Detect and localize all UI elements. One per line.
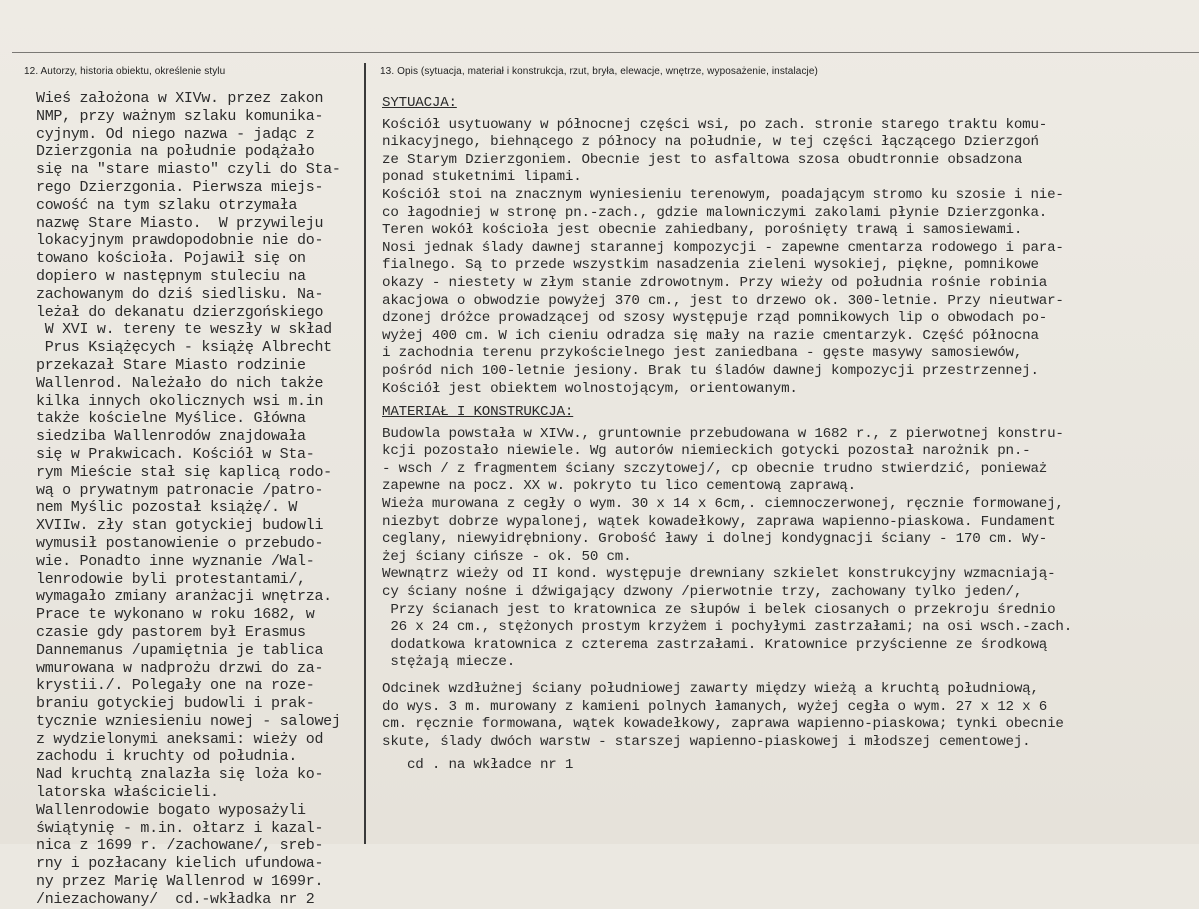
history-line: wą o prywatnym patronacie /patro- — [36, 481, 324, 499]
situation-line: nikacyjnego, biehnącego z północy na południe, w tej części łączącego Dzierzgoń — [382, 134, 1039, 151]
history-line: dopiero w następnym stuleciu na — [36, 267, 306, 285]
material-line: zapewne na pocz. XX w. pokryto tu lico cementową zaprawą. — [382, 478, 856, 495]
situation-line: ze Starym Dzierzgoniem. Obecnie jest to asfaltowa szosa obudtronnie obsadzona — [382, 151, 1023, 168]
situation-line: ponad stuketnimi lipami. — [382, 169, 582, 186]
section-12-header: 12. Autorzy, historia obiektu, określenie stylu — [24, 66, 226, 77]
situation-line: i zachodnia terenu przykościelnego jest zaniedbana - gęste masywy samosiewów, — [382, 345, 1023, 362]
situation-line: Kościół usytuowany w północnej części wsi, po zach. stronie starego traktu komu- — [382, 116, 1048, 133]
material-line: Odcinek wzdłużnej ściany południowej zawarty między wieżą a kruchtą południową, — [382, 681, 1039, 697]
material-line: ceglany, niewyidrębniony. Grobość ławy i dolnej kondygnacji ściany - 170 cm. Wy- — [382, 531, 1048, 548]
material-line: skute, ślady dwóch warstw - starszej wapienno-piaskowej i młodszej cementowej. — [382, 733, 1031, 750]
material-title: MATERIAŁ I KONSTRUKCJA: — [382, 404, 574, 421]
situation-line: akacjowa o obwodzie powyżej 370 cm., jest to drzewo ok. 300-letnie. Przy nieutwar- — [382, 292, 1064, 309]
history-line: kilka innych okolicznych wsi m.in — [36, 392, 324, 410]
history-line: świątynię - m.in. ołtarz i kazal- — [36, 819, 324, 837]
situation-title: SYTUACJA: — [382, 95, 457, 111]
material-text-2 — [382, 681, 1197, 751]
situation-line: pośród nich 100-letnie jesiony. Brak tu śladów dawnej kompozycji przestrzennej. — [382, 362, 1039, 379]
situation-line: fialnego. Są to przede wszystkim nasadzenia zieleni wysokiej, piękne, pomnikowe — [382, 257, 1039, 274]
material-text-1 — [382, 426, 1197, 672]
history-line: braniu gotyckiej budowli i prak- — [36, 695, 315, 713]
material-line: - wsch / z fragmentem ściany szczytowej/, cp obecnie trudno stwierdzić, ponieważ — [382, 460, 1048, 477]
material-line: niezbyt dobrze wypalonej, wątek kowadełkowy, zaprawa wapienno-piaskowa. Fundament — [382, 513, 1056, 530]
situation-line: wyżej 400 cm. W ich cieniu odradza się mały na razie cmentarzyk. Część północna — [382, 327, 1039, 344]
history-line: wmurowana w nadprożu drzwi do za- — [36, 659, 324, 677]
history-line: krystii./. Polegały one na roze- — [36, 677, 315, 695]
continuation-note: cd . na wkładce nr 1 — [382, 757, 574, 774]
situation-text — [382, 117, 1197, 399]
history-line: cyjnym. Od niego nazwa - jadąc z — [36, 125, 315, 143]
material-line: Budowla powstała w XIVw., gruntownie przebudowana w 1682 r., z pierwotnej konstru- — [382, 425, 1064, 442]
situation-line: co łagodniej w stronę pn.-zach., gdzie malowniczymi zakolami płynie Dzierzgonka. — [382, 204, 1048, 221]
history-line: Wallenrodowie bogato wyposażyli — [36, 801, 306, 819]
history-line: Wallenrod. Należało do nich także — [36, 374, 324, 392]
history-line: wymusił postanowienie o przebudo- — [36, 534, 324, 552]
history-line: także kościelne Myślice. Główna — [36, 410, 306, 428]
history-line: rego Dzierzgonia. Pierwsza miejs- — [36, 178, 324, 196]
situation-line: Nosi jednak ślady dawnej starannej kompozycji - zapewne cmentarza rodowego i para- — [382, 239, 1064, 256]
history-line: NMP, przy ważnym szlaku komunika- — [36, 107, 324, 125]
history-line: W XVI w. tereny te weszły w skład — [36, 321, 332, 339]
history-line: zachodu i kruchty od południa. — [36, 748, 298, 766]
history-line: Nad kruchtą znalazła się loża ko- — [36, 766, 324, 784]
top-rule — [12, 52, 1199, 53]
material-line: cm. ręcznie formowana, wątek kowadełkowy, zaprawa wapienno-piaskowa; tynki obecnie — [382, 716, 1064, 733]
material-line: Przy ścianach jest to kratownica ze słupów i belek ciosanych o przekroju średnio — [382, 601, 1056, 618]
history-line: Dzierzgonia na południe podążało — [36, 143, 315, 161]
history-line: czasie gdy pastorem był Erasmus — [36, 623, 306, 641]
situation-line: Teren wokół kościoła jest obecnie zahiedbany, porośnięty trawą i samosiewami. — [382, 222, 1023, 239]
history-line: nazwę Stare Miasto. W przywileju — [36, 214, 324, 232]
situation-line: Kościół jest obiektem wolnostojącym, orientowanym. — [382, 380, 798, 397]
history-line: Wieś założona w XIVw. przez zakon — [36, 90, 324, 107]
history-line: leżał do dekanatu dzierzgońskiego — [36, 303, 324, 321]
material-line: Wewnątrz wieży od II kond. występuje drewniany szkielet konstrukcyjny wzmacniają- — [382, 566, 1056, 583]
history-line: nem Myślic pozostał książę/. W — [36, 499, 298, 517]
history-line: wie. Ponadto inne wyznanie /Wal- — [36, 552, 315, 570]
history-line: cowość na tym szlaku otrzymała — [36, 196, 298, 214]
history-line: przekazał Stare Miasto rodzinie — [36, 356, 306, 374]
history-line: towano kościoła. Pojawił się on — [36, 250, 306, 268]
history-line: rym Mieście stał się kaplicą rodo- — [36, 463, 332, 481]
history-line: latorska właścicieli. — [36, 784, 219, 802]
situation-line: dzonej dróżce prowadzącej od szosy występuje rząd pomnikowych lip o obwodach po- — [382, 310, 1048, 327]
history-line: się na "stare miasto" czyli do Sta- — [36, 161, 341, 179]
history-line: ny przez Marię Wallenrod w 1699r. — [36, 873, 324, 891]
history-line: lokacyjnym prawdopodobnie nie do- — [36, 232, 324, 250]
section-13-header: 13. Opis (sytuacja, materiał i konstrukcja, rzut, bryła, elewacje, wnętrze, wyposażenie, instalacje) — [380, 66, 818, 77]
description-column — [382, 95, 1197, 775]
history-line: siedziba Wallenrodów znajdowała — [36, 428, 306, 446]
history-line: Prus Książęcych - książę Albrecht — [36, 339, 332, 357]
history-line: XVIIw. zły stan gotyckiej budowli — [36, 517, 324, 535]
history-line: się w Prakwicach. Kościół w Sta- — [36, 445, 315, 463]
history-line: Dannemanus /upamiętnia je tablica — [36, 641, 324, 659]
history-line: z wydzielonymi aneksami: wieży od — [36, 730, 324, 748]
history-line: Prace te wykonano w roku 1682, w — [36, 606, 315, 624]
situation-line: okazy - niestety w złym stanie zdrowotnym. Przy wieży od południa rośnie robinia — [382, 274, 1048, 291]
history-line: /niezachowany/ cd.-wkładka nr 2 — [36, 890, 315, 908]
history-line: wymagało zmiany aranżacji wnętrza. — [36, 588, 332, 606]
history-line: tycznie wzniesieniu nowej - salowej — [36, 712, 341, 730]
history-line: nica z 1699 r. /zachowane/, sreb- — [36, 837, 324, 855]
situation-line: Kościół stoi na znacznym wyniesieniu terenowym, poadającym stromo ku szosie i nie- — [382, 186, 1064, 203]
history-line: rny i pozłacany kielich ufundowa- — [36, 855, 324, 873]
material-line: 26 x 24 cm., stężonych prostym krzyżem i pochyłymi zastrzałami; na osi wsch.-zach. — [382, 619, 1073, 636]
material-line: żej ściany cińsze - ok. 50 cm. — [382, 548, 632, 565]
history-column — [36, 90, 366, 909]
material-line: kcji pozostało niewiele. Wg autorów niemieckich gotycki pozostał narożnik pn.- — [382, 443, 1031, 460]
material-line: do wys. 3 m. murowany z kamieni polnych łamanych, wyżej cegła o wym. 27 x 12 x 6 — [382, 698, 1048, 715]
history-line: lenrodowie byli protestantami/, — [36, 570, 306, 588]
material-line: Wieża murowana z cegły o wym. 30 x 14 x 6cm,. ciemnoczerwonej, ręcznie formowanej, — [382, 496, 1064, 513]
material-line: stężają miecze. — [382, 654, 516, 671]
material-line: cy ściany nośne i dźwigający dzwony /pierwotnie trzy, zachowany tylko jeden/, — [382, 584, 1023, 601]
material-line: dodatkowa kratownica z czterema zastrzałami. Kratownice przyścienne ze środkową — [382, 636, 1048, 653]
history-line: zachowanym do dziś siedlisku. Na- — [36, 285, 324, 303]
